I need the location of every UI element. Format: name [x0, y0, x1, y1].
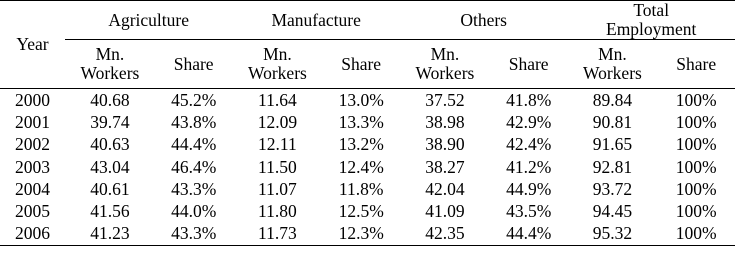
table-row	[0, 156, 735, 178]
manufacture-workers-cell: 12.11	[258, 134, 297, 155]
total-share-cell: 100%	[675, 111, 717, 132]
manufacture-workers-cell: 12.09	[257, 111, 298, 132]
others-workers-cell: 37.52	[425, 89, 465, 110]
agriculture-share-cell: 43.3%	[155, 223, 232, 246]
group-header-agriculture: Agriculture	[65, 1, 233, 40]
others-share-cell: 43.5%	[506, 201, 552, 222]
agriculture-share-cell: 44.4%	[171, 134, 217, 155]
agriculture-workers-cell: 41.56	[90, 201, 130, 222]
total-workers-cell: 91.65	[592, 134, 633, 155]
table-row	[0, 111, 735, 133]
year-cell: 2000	[14, 89, 50, 110]
subheader-workers: Mn. Workers	[400, 40, 490, 89]
others-workers-cell: 41.09	[425, 201, 465, 222]
manufacture-share-cell: 12.3%	[322, 223, 399, 246]
manufacture-share-cell: 12.4%	[338, 156, 384, 177]
manufacture-workers-cell: 11.50	[258, 156, 297, 177]
others-workers-cell: 38.98	[425, 111, 465, 132]
others-share-cell: 44.9%	[506, 178, 552, 199]
others-share-cell: 44.4%	[490, 223, 567, 246]
agriculture-share-cell: 46.4%	[171, 156, 217, 177]
table-row	[0, 200, 735, 222]
total-workers-cell: 95.32	[567, 223, 657, 246]
table-header	[0, 1, 735, 89]
table-row	[0, 178, 735, 200]
manufacture-workers-cell: 11.64	[258, 89, 297, 110]
total-workers-cell: 92.81	[592, 156, 633, 177]
table-row	[0, 134, 735, 156]
manufacture-share-cell: 13.3%	[338, 111, 384, 132]
group-header-total-employment: Total Employment	[567, 1, 735, 40]
agriculture-workers-cell: 40.68	[90, 89, 130, 110]
total-workers-cell: 90.81	[592, 111, 633, 132]
manufacture-share-cell: 12.5%	[338, 201, 384, 222]
agriculture-workers-cell: 41.23	[65, 223, 155, 246]
others-workers-cell: 38.90	[425, 134, 465, 155]
others-share-cell: 42.4%	[506, 134, 552, 155]
total-share-cell: 100%	[675, 201, 717, 222]
total-share-cell: 100%	[675, 89, 717, 110]
year-cell: 2004	[14, 178, 50, 199]
subheader-share: Share	[657, 40, 735, 89]
header-row-groups	[0, 1, 735, 40]
others-workers-cell: 42.04	[425, 178, 465, 199]
total-workers-cell: 93.72	[592, 178, 633, 199]
year-cell: 2002	[14, 134, 50, 155]
subheader-workers: Mn. Workers	[567, 40, 657, 89]
others-share-cell: 42.9%	[506, 111, 552, 132]
subheader-share: Share	[155, 40, 232, 89]
year-cell: 2005	[14, 201, 50, 222]
header-row-subcolumns	[0, 40, 735, 89]
manufacture-workers-cell: 11.73	[232, 223, 322, 246]
group-header-others: Others	[400, 1, 568, 40]
subheader-share: Share	[490, 40, 567, 89]
manufacture-workers-cell: 11.80	[258, 201, 297, 222]
subheader-workers: Mn. Workers	[65, 40, 155, 89]
others-share-cell: 41.8%	[506, 89, 552, 110]
group-header-manufacture: Manufacture	[232, 1, 400, 40]
agriculture-workers-cell: 40.63	[90, 134, 130, 155]
table-row	[0, 89, 735, 112]
agriculture-share-cell: 43.8%	[171, 111, 217, 132]
total-workers-cell: 89.84	[592, 89, 633, 110]
manufacture-share-cell: 13.0%	[338, 89, 384, 110]
manufacture-share-cell: 13.2%	[338, 134, 384, 155]
total-share-cell: 100%	[657, 223, 735, 246]
table-body	[0, 89, 735, 246]
agriculture-share-cell: 43.3%	[171, 178, 217, 199]
table-row	[0, 223, 735, 246]
subheader-share: Share	[322, 40, 399, 89]
total-share-cell: 100%	[675, 134, 717, 155]
year-cell: 2001	[14, 111, 50, 132]
subheader-workers: Mn. Workers	[232, 40, 322, 89]
agriculture-workers-cell: 40.61	[90, 178, 130, 199]
agriculture-workers-cell: 39.74	[90, 111, 130, 132]
agriculture-workers-cell: 43.04	[90, 156, 130, 177]
manufacture-share-cell: 11.8%	[338, 178, 384, 199]
total-share-cell: 100%	[675, 178, 717, 199]
year-header: Year	[0, 1, 65, 89]
others-share-cell: 41.2%	[506, 156, 552, 177]
year-cell: 2003	[14, 156, 50, 177]
year-cell: 2006	[0, 223, 65, 246]
agriculture-share-cell: 45.2%	[171, 89, 217, 110]
others-workers-cell: 42.35	[400, 223, 490, 246]
total-workers-cell: 94.45	[592, 201, 633, 222]
manufacture-workers-cell: 11.07	[258, 178, 297, 199]
agriculture-share-cell: 44.0%	[171, 201, 217, 222]
total-share-cell: 100%	[675, 156, 717, 177]
others-workers-cell: 38.27	[425, 156, 465, 177]
